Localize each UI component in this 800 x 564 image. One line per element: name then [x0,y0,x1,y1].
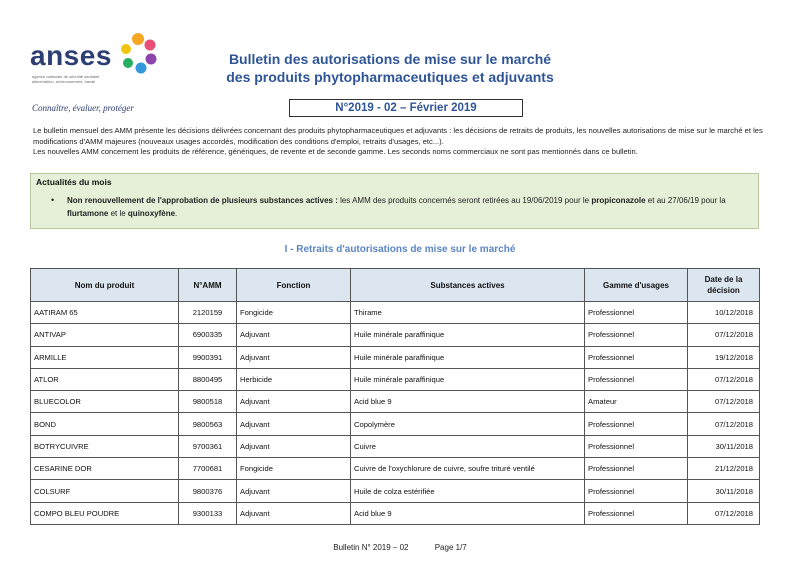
table-row [31,480,760,502]
cell-amm: 2120159 [179,302,237,324]
header-gamme: Gamme d'usages [585,269,688,302]
table-body [31,302,760,525]
cell-substances: Huile minérale paraffinique [351,346,585,368]
cell-gamme: Professionnel [585,435,688,457]
news-bold-lead: Non renouvellement de l'approbation de plusieurs substances actives : [67,196,338,205]
cell-substances: Thirame [351,302,585,324]
cell-nom: ANTIVAP [31,324,179,346]
news-substance-2: flurtamone [67,209,109,218]
news-text-2: et au 27/06/19 pour la [645,196,726,205]
cell-nom: BOND [31,413,179,435]
title-line-1: Bulletin des autorisations de mise sur le marché [228,51,552,67]
cell-amm: 9700361 [179,435,237,457]
cell-fonction: Adjuvant [237,391,351,413]
cell-gamme: Professionnel [585,458,688,480]
table-row [31,413,760,435]
cell-substances: Huile de colza estérifiée [351,480,585,502]
table-row [31,302,760,324]
cell-gamme: Professionnel [585,502,688,524]
bullet-icon: • [51,195,55,205]
news-text-4: . [175,209,178,218]
cell-amm: 6900335 [179,324,237,346]
cell-nom: CESARINE DOR [31,458,179,480]
table-row [31,368,760,390]
footer-bulletin: Bulletin N° 2019 – 02 [333,543,409,552]
cell-substances: Acid blue 9 [351,391,585,413]
cell-amm: 9800518 [179,391,237,413]
cell-substances: Copolymère [351,413,585,435]
cell-date: 30/11/2018 [688,435,760,457]
bulletin-number: N°2019 - 02 – Février 2019 [289,99,523,117]
header-fonction: Fonction [237,269,351,302]
table-row [31,391,760,413]
intro-text [33,126,768,158]
cell-nom: BLUECOLOR [31,391,179,413]
cell-fonction: Adjuvant [237,502,351,524]
cell-nom: ARMILLE [31,346,179,368]
header-date: Date de la décision [688,269,760,302]
news-heading: Actualités du mois [36,177,112,187]
page-footer [0,543,800,552]
news-substance-3: quinoxyfène [127,209,176,218]
cell-fonction: Adjuvant [237,413,351,435]
cell-nom: COLSURF [31,480,179,502]
cell-nom: BOTRYCUIVRE [31,435,179,457]
cell-substances: Huile minérale paraffinique [351,324,585,346]
anses-flower-icon [114,30,162,78]
cell-date: 10/12/2018 [688,302,760,324]
cell-date: 07/12/2018 [688,413,760,435]
cell-fonction: Fongicide [237,458,351,480]
table-row [31,435,760,457]
cell-date: 30/11/2018 [688,480,760,502]
footer-page-number: Page 1/7 [434,543,467,552]
cell-date: 07/12/2018 [688,502,760,524]
cell-amm: 9800376 [179,480,237,502]
table-header-row [31,269,760,302]
header-nom: Nom du produit [31,269,179,302]
intro-paragraph-1: Le bulletin mensuel des AMM présente les décisions délivrées concernant des produits phytopharmaceutiques et adjuvants : les décisions de retraits de produits, les nouvelles autorisations de mise sur le marché et les modifications d'AMM majeures (nouveaux usages accordés, modification des conditions d'emploi, retraits d'usages, etc...). [33,126,763,146]
cell-date: 07/12/2018 [688,391,760,413]
cell-fonction: Fongicide [237,302,351,324]
cell-date: 07/12/2018 [688,368,760,390]
cell-gamme: Professionnel [585,480,688,502]
cell-date: 21/12/2018 [688,458,760,480]
table-row [31,458,760,480]
cell-substances: Huile minérale paraffinique [351,368,585,390]
cell-substances: Cuivre de l'oxychlorure de cuivre, soufre trituré ventilé [351,458,585,480]
news-box [30,173,759,229]
logo-tagline: Connaître, évaluer, protéger [32,103,134,113]
cell-amm: 7700681 [179,458,237,480]
cell-substances: Cuivre [351,435,585,457]
cell-date: 19/12/2018 [688,346,760,368]
cell-amm: 8800495 [179,368,237,390]
news-item [67,194,757,220]
cell-amm: 9800563 [179,413,237,435]
cell-date: 07/12/2018 [688,324,760,346]
cell-gamme: Amateur [585,391,688,413]
news-text-3: et le [108,209,128,218]
intro-paragraph-2: Les nouvelles AMM concernent les produits de référence, génériques, de revente et de seconde gamme. Les seconds noms commerciaux ne sont pas mentionnés dans ce bulletin. [33,147,638,157]
cell-fonction: Adjuvant [237,480,351,502]
cell-gamme: Professionnel [585,302,688,324]
section-title: I - Retraits d'autorisations de mise sur le marché [284,244,516,255]
cell-fonction: Herbicide [237,368,351,390]
news-text-1: les AMM des produits concernés seront retirées au 19/06/2019 pour le [337,196,592,205]
header-amm: N°AMM [179,269,237,302]
cell-fonction: Adjuvant [237,435,351,457]
cell-amm: 9900391 [179,346,237,368]
anses-logo [30,30,160,113]
withdrawals-table [30,268,760,525]
title-line-2: des produits phytopharmaceutiques et adjuvants [226,69,554,85]
table-row [31,502,760,524]
document-title [200,50,580,86]
cell-fonction: Adjuvant [237,324,351,346]
cell-nom: ATLOR [31,368,179,390]
header-substances: Substances actives [351,269,585,302]
cell-substances: Acid blue 9 [351,502,585,524]
cell-nom: COMPO BLEU POUDRE [31,502,179,524]
logo-word: anses [30,40,112,71]
cell-gamme: Professionnel [585,368,688,390]
table-row [31,324,760,346]
cell-gamme: Professionnel [585,413,688,435]
logo-subtitle: agence nationale de sécurité sanitaire alimentation, environnement, travail [32,74,100,84]
cell-gamme: Professionnel [585,324,688,346]
news-substance-1: propiconazole [591,196,646,205]
cell-gamme: Professionnel [585,346,688,368]
cell-amm: 9300133 [179,502,237,524]
table-row [31,346,760,368]
cell-fonction: Adjuvant [237,346,351,368]
cell-nom: AATIRAM 65 [31,302,179,324]
